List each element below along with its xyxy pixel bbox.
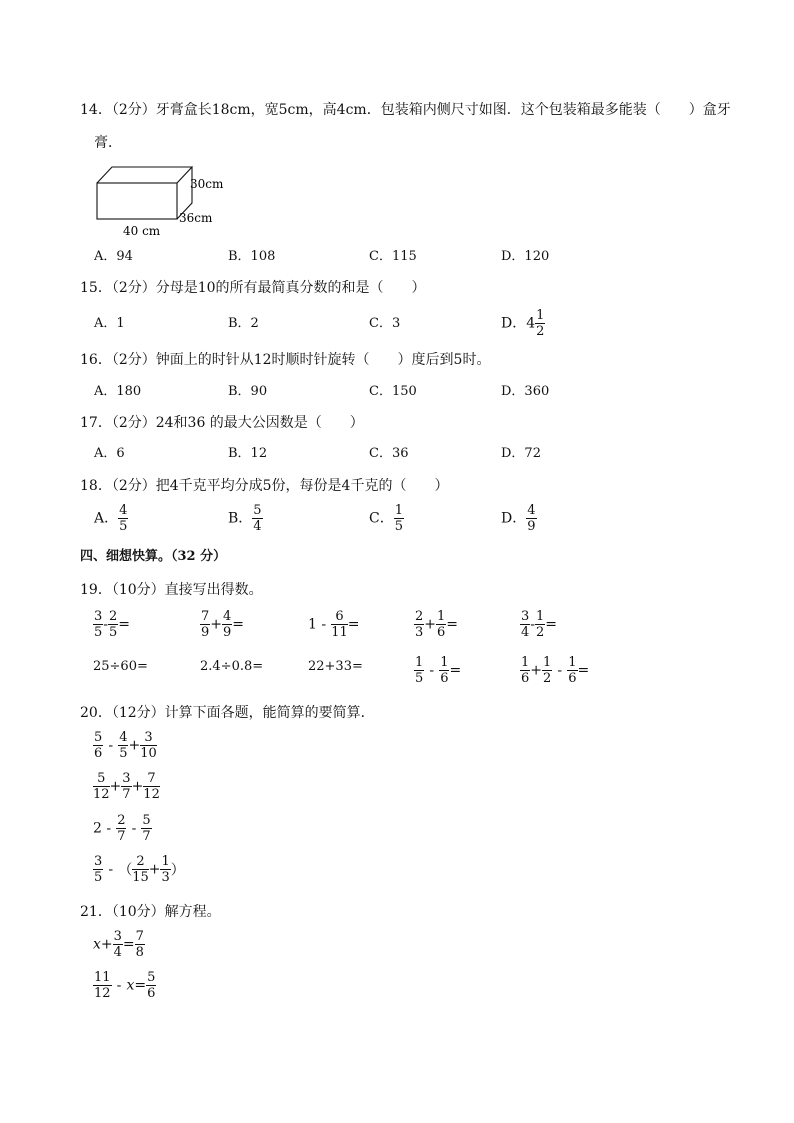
denominator: 6 bbox=[521, 671, 530, 686]
denominator: 9 bbox=[223, 625, 232, 640]
q14-line2: 膏． bbox=[94, 135, 122, 151]
operator: + bbox=[148, 861, 161, 878]
q16-option-a: A．180 bbox=[94, 384, 142, 399]
denominator: 7 bbox=[117, 829, 126, 844]
numerator: 1 bbox=[394, 503, 403, 518]
q17-option-a: A．6 bbox=[94, 446, 125, 461]
denominator: 5 bbox=[119, 746, 128, 761]
operator: - bbox=[108, 861, 114, 878]
numerator: 1 bbox=[521, 655, 530, 670]
q14-option-b: B．108 bbox=[228, 249, 276, 264]
numerator: 3 bbox=[94, 854, 103, 869]
numerator: 4 bbox=[527, 503, 536, 518]
denominator: 5 bbox=[94, 625, 103, 640]
q19-expr-1 bbox=[93, 610, 130, 639]
numerator: 1 bbox=[543, 655, 552, 670]
option-label: A． bbox=[94, 510, 119, 527]
q19-expr-5 bbox=[520, 610, 557, 639]
operator: - bbox=[557, 662, 563, 679]
q21-equation-1 bbox=[93, 930, 145, 959]
variable: x bbox=[93, 936, 101, 953]
q21-equation-2 bbox=[93, 971, 156, 1000]
q20-text: 20．（12分）计算下面各题，能简算的要简算． bbox=[80, 705, 375, 721]
numerator: 2 bbox=[415, 609, 424, 624]
denominator: 5 bbox=[394, 519, 403, 534]
fraction bbox=[394, 504, 404, 533]
denominator: 12 bbox=[94, 986, 111, 1001]
length-label: 40 cm bbox=[123, 224, 161, 238]
operator: - bbox=[131, 820, 137, 837]
q15-option-d bbox=[501, 309, 545, 338]
numerator: 3 bbox=[122, 771, 131, 786]
left-paren: （ bbox=[118, 862, 133, 879]
option-label: D． bbox=[501, 510, 527, 527]
q18-option-d bbox=[501, 504, 537, 533]
width-label: 36cm bbox=[179, 211, 213, 225]
q17-option-d: D．72 bbox=[501, 446, 541, 461]
q16-option-b: B．90 bbox=[228, 384, 268, 399]
operator: + bbox=[100, 936, 113, 953]
section-heading: 四、细想快算。（32 分） bbox=[80, 549, 227, 564]
denominator: 5 bbox=[119, 519, 128, 534]
denominator: 12 bbox=[143, 787, 160, 802]
numerator: 2 bbox=[117, 813, 126, 828]
box-figure bbox=[90, 160, 240, 242]
denominator: 3 bbox=[415, 625, 424, 640]
q19-expr-10 bbox=[520, 656, 589, 685]
equals: = bbox=[577, 662, 590, 679]
numerator: 1 bbox=[161, 854, 170, 869]
q19-expr-8: 22+33= bbox=[308, 659, 363, 674]
prefix: 1 - bbox=[308, 616, 327, 633]
q16-text: 16．（2分）钟面上的时针从12时顺时针旋转（ ）度后到5时。 bbox=[80, 352, 491, 368]
numerator: 4 bbox=[119, 503, 128, 518]
numerator: 1 bbox=[437, 609, 446, 624]
box-front-face bbox=[97, 183, 177, 219]
operator: - bbox=[108, 737, 114, 754]
numerator: 3 bbox=[113, 929, 122, 944]
q18-option-c bbox=[369, 504, 404, 533]
numerator: 1 bbox=[440, 655, 449, 670]
q14-option-c: C．115 bbox=[369, 249, 417, 264]
denominator: 5 bbox=[94, 870, 103, 885]
denominator: 9 bbox=[527, 519, 536, 534]
numerator: 3 bbox=[94, 609, 103, 624]
operator: + bbox=[109, 778, 122, 795]
denominator: 4 bbox=[113, 945, 122, 960]
q17-option-c: C．36 bbox=[369, 446, 409, 461]
numerator: 1 bbox=[415, 655, 424, 670]
numerator: 1 bbox=[536, 609, 545, 624]
operator: + bbox=[210, 616, 223, 633]
denominator: 11 bbox=[331, 625, 348, 640]
q20-expr-2 bbox=[93, 772, 160, 801]
operator: + bbox=[530, 662, 543, 679]
equals: = bbox=[347, 616, 360, 633]
q15-text: 15．（2分）分母是10的所有最简真分数的和是（ ） bbox=[80, 280, 426, 296]
denominator: 15 bbox=[132, 870, 149, 885]
denominator: 4 bbox=[521, 625, 530, 640]
numerator: 3 bbox=[140, 731, 157, 746]
numerator: 1 bbox=[568, 655, 577, 670]
q21-text: 21．（10分）解方程。 bbox=[80, 904, 221, 920]
operator: - bbox=[429, 662, 435, 679]
numerator: 6 bbox=[331, 610, 348, 625]
option-label: B． bbox=[228, 510, 253, 527]
variable: x bbox=[126, 977, 135, 994]
denominator: 8 bbox=[135, 945, 144, 960]
numerator: 5 bbox=[147, 970, 156, 985]
denominator: 2 bbox=[543, 671, 552, 686]
q20-expr-3 bbox=[93, 814, 152, 843]
denominator: 6 bbox=[437, 625, 446, 640]
q19-expr-6: 25÷60= bbox=[93, 659, 148, 674]
equals: = bbox=[134, 977, 147, 994]
denominator: 2 bbox=[536, 625, 545, 640]
q20-expr-1 bbox=[93, 731, 157, 760]
q15-option-d-prefix: D．4 bbox=[501, 315, 536, 332]
denominator: 7 bbox=[142, 829, 151, 844]
fraction bbox=[526, 504, 536, 533]
q14-option-d: D．120 bbox=[501, 249, 550, 264]
numerator: 7 bbox=[135, 929, 144, 944]
q19-text: 19．（10分）直接写出得数。 bbox=[80, 582, 263, 598]
numerator: 2 bbox=[132, 855, 149, 870]
denominator: 7 bbox=[122, 787, 131, 802]
q20-expr-4 bbox=[93, 855, 185, 884]
denominator: 4 bbox=[253, 519, 262, 534]
equals: = bbox=[122, 936, 135, 953]
equals: = bbox=[446, 616, 459, 633]
equals: = bbox=[545, 616, 558, 633]
right-paren: ） bbox=[170, 862, 185, 879]
denominator: 12 bbox=[93, 787, 110, 802]
denominator: 10 bbox=[140, 746, 157, 761]
q18-option-a bbox=[94, 504, 128, 533]
fraction bbox=[252, 504, 262, 533]
denominator: 3 bbox=[161, 870, 170, 885]
numerator: 5 bbox=[253, 503, 262, 518]
q17-option-b: B．12 bbox=[228, 446, 268, 461]
prefix: 2 - bbox=[93, 820, 112, 837]
numerator: 5 bbox=[142, 813, 151, 828]
denominator: 6 bbox=[568, 671, 577, 686]
q15-option-a: A．1 bbox=[94, 316, 125, 331]
numerator: 4 bbox=[223, 609, 232, 624]
denominator: 6 bbox=[440, 671, 449, 686]
height-label: 30cm bbox=[190, 177, 224, 191]
numerator: 1 bbox=[536, 308, 545, 323]
operator: + bbox=[131, 778, 144, 795]
numerator: 7 bbox=[201, 609, 210, 624]
denominator: 5 bbox=[415, 671, 424, 686]
q19-expr-4 bbox=[414, 610, 458, 639]
option-label: C． bbox=[369, 510, 394, 527]
denominator: 2 bbox=[536, 324, 545, 339]
q19-expr-2 bbox=[200, 610, 244, 639]
operator: - bbox=[530, 616, 536, 633]
q14-option-a: A．94 bbox=[94, 249, 133, 264]
denominator: 9 bbox=[201, 625, 210, 640]
q19-expr-9 bbox=[414, 656, 461, 685]
q16-option-d: D．360 bbox=[501, 384, 550, 399]
operator: - bbox=[103, 616, 109, 633]
denominator: 6 bbox=[147, 986, 156, 1001]
equals: = bbox=[118, 616, 131, 633]
q15-option-c: C．3 bbox=[369, 316, 401, 331]
equals: = bbox=[232, 616, 245, 633]
q14-line1: 14．（2分）牙膏盒长18cm，宽5cm，高4cm．包装箱内侧尺寸如图．这个包装箱最多能装（ ）盒牙 bbox=[80, 102, 731, 118]
numerator: 4 bbox=[119, 730, 128, 745]
denominator: 5 bbox=[109, 625, 118, 640]
numerator: 5 bbox=[93, 772, 110, 787]
denominator: 6 bbox=[94, 746, 103, 761]
box-top-face bbox=[97, 167, 192, 183]
numerator: 7 bbox=[143, 772, 160, 787]
q18-text: 18．（2分）把4千克平均分成5份，每份是4千克的（ ） bbox=[80, 478, 449, 494]
q19-expr-3 bbox=[308, 610, 359, 639]
q18-option-b bbox=[228, 504, 263, 533]
equals: = bbox=[449, 662, 462, 679]
q19-expr-7: 2.4÷0.8= bbox=[200, 659, 264, 674]
fraction bbox=[118, 504, 128, 533]
operator: - bbox=[116, 977, 122, 994]
operator: + bbox=[128, 737, 141, 754]
numerator: 2 bbox=[109, 609, 118, 624]
q17-text: 17．（2分）24和36 的最大公因数是（ ） bbox=[80, 415, 364, 431]
fraction bbox=[535, 309, 545, 338]
q16-option-c: C．150 bbox=[369, 384, 417, 399]
operator: + bbox=[424, 616, 437, 633]
numerator: 11 bbox=[94, 970, 111, 985]
q15-option-b: B．2 bbox=[228, 316, 259, 331]
numerator: 5 bbox=[94, 730, 103, 745]
numerator: 3 bbox=[521, 609, 530, 624]
